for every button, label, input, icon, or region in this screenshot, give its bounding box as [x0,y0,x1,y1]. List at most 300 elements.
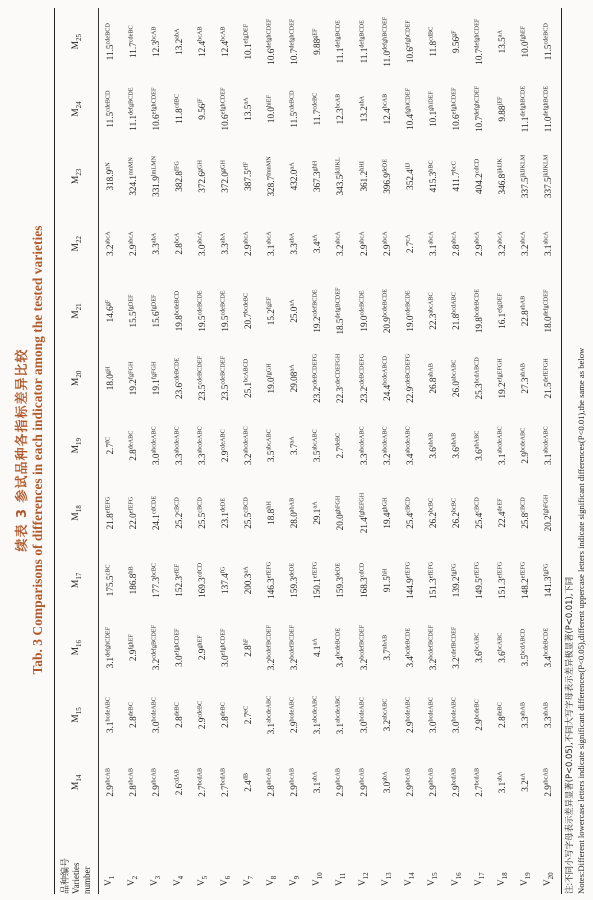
cell-value: 2.9 [243,244,254,256]
variety-number: 20 [546,872,555,880]
cell-value: 337.5 [520,177,531,199]
significance-letters: bcdAB [219,767,227,786]
significance-letters: hHI [358,161,366,171]
cell-value: 10.0 [520,41,531,58]
value-cell [514,479,537,546]
value-cell [468,681,491,748]
value-cell [352,681,375,748]
cell-value: 3.2 [243,453,254,466]
cell-value: 2.8 [173,716,184,728]
cell-value: 2.9 [543,785,554,797]
significance-letters: fghEFGH [358,492,366,518]
value-cell [98,412,121,479]
column-header-m20 [55,345,98,412]
significance-letters: abAB [519,702,527,717]
cell-value: 151.3 [427,578,438,599]
significance-letters: abcdeABC [173,426,181,454]
significance-letters: defghCDEF [104,626,112,657]
significance-letters: fFG [173,161,181,172]
significance-letters: abAB [519,295,527,311]
column-header-m24 [55,75,98,142]
cell-value: 3.6 [450,447,461,459]
variety-id-cell [514,816,537,894]
value-cell [329,277,352,344]
cell-value: 148.2 [520,578,531,599]
significance-letters: bcdeBC [242,293,250,313]
cell-value: 11.7 [312,109,323,126]
value-cell [144,8,167,75]
significance-letters: cdCD [196,562,204,578]
significance-letters: bcdeABC [519,427,527,453]
value-cell [167,345,190,412]
value-cell [537,749,560,816]
value-cell [260,547,283,614]
cell-value: 9.88 [312,38,323,55]
column-header-subscript: 23 [74,168,83,176]
value-cell [260,210,283,277]
variety-prefix: V [172,879,183,886]
value-cell [375,681,398,748]
significance-letters: abA [311,771,319,782]
significance-letters: aA [242,97,250,105]
significance-letters: abcA [196,231,204,245]
significance-letters: fC [104,436,112,444]
value-cell [375,75,398,142]
value-cell [121,412,144,479]
column-header-m15 [55,681,98,748]
cell-value: 3.0 [220,655,231,667]
cell-value: 2.7 [243,712,254,725]
cell-value: 9.88 [497,105,508,122]
value-cell [398,75,421,142]
significance-letters: defghCDEF [473,86,481,116]
significance-letters: bcAB [150,26,158,41]
value-cell [213,75,236,142]
cell-value: 3.4 [404,656,415,668]
significance-letters: fgFG [450,563,458,577]
significance-letters: efghCDEF [404,20,412,48]
value-cell [514,614,537,681]
cell-value: 2.7 [220,785,231,797]
value-cell [537,143,560,210]
cell-value: 159.3 [289,577,300,598]
value-cell [514,277,537,344]
cell-value: 11.5 [289,111,300,128]
value-cell [421,614,444,681]
table-row [98,8,121,894]
significance-letters: bcdeABC [358,697,366,722]
significance-letters: abcdeABC [311,695,319,723]
table-row [375,8,398,894]
significance-letters: efEFG [311,561,319,579]
variety-number: 14 [408,872,417,880]
significance-letters: abcAB [404,768,412,786]
value-cell [167,749,190,816]
value-cell [537,547,560,614]
variety-id-cell [213,816,236,894]
cell-value: 23.2 [358,386,369,403]
cell-value: 11.1 [520,116,531,133]
significance-letters: abcAB [127,768,135,786]
significance-letters: abcABC [427,292,435,314]
value-cell [283,479,306,546]
variety-prefix: V [449,879,460,886]
significance-letters: cBCD [519,497,527,513]
significance-letters: gH [104,366,112,375]
significance-letters: fghEF [127,634,135,650]
significance-letters: bcAB [334,93,342,109]
value-cell [329,345,352,412]
variety-number: 9 [292,875,301,880]
comparison-table [55,8,560,894]
variety-prefix: V [149,879,160,886]
cell-value: 11.5 [104,44,115,61]
cell-value: 2.9 [358,785,369,797]
value-cell [537,479,560,546]
value-cell [375,345,398,412]
value-cell [398,749,421,816]
significance-letters: aA [311,501,319,509]
cell-value: 19.0 [358,315,369,332]
value-cell [468,749,491,816]
value-cell [260,412,283,479]
value-cell [237,210,260,277]
table-row [167,8,190,894]
significance-letters: cdeCDEFGH [334,353,342,387]
cell-value: 3.2 [427,658,438,671]
value-cell [98,8,121,75]
column-header-subscript: 18 [74,505,83,513]
cell-value: 19.4 [381,512,392,529]
column-header-prefix: M [70,781,81,791]
cell-value: 3.1 [335,722,346,735]
value-cell [283,614,306,681]
significance-letters: bcdeBCDE [404,627,412,657]
cell-value: 23.5 [220,384,231,401]
significance-letters: aA [288,162,296,170]
cell-value: 141.3 [543,576,554,598]
value-cell [352,8,375,75]
value-cell [237,547,260,614]
cell-value: 2.9 [427,785,438,797]
column-header-subscript: 14 [74,774,83,782]
value-cell [260,681,283,748]
value-cell [375,614,398,681]
significance-letters: bcdefBCDEF [265,625,273,659]
significance-letters: bcdefBCDEF [427,625,435,659]
cell-value: 25.0 [289,306,300,323]
value-cell [283,412,306,479]
significance-letters: abcAB [358,768,366,786]
value-cell [260,479,283,546]
value-cell [190,749,213,816]
cell-value: 3.6 [474,651,485,663]
cell-value: 10.7 [289,48,300,65]
significance-letters: abcAB [265,768,273,786]
significance-letters: cBCD [242,497,250,513]
column-header-prefix: M [70,242,81,252]
significance-letters: defgBCDE [127,87,135,115]
value-cell [352,412,375,479]
cell-value: 2.9 [358,244,369,256]
significance-letters: abAB [519,363,527,378]
value-cell [237,479,260,546]
cell-value: 3.1 [543,244,554,256]
value-cell [491,749,514,816]
cell-value: 10.6 [450,114,461,131]
significance-letters: cdefBCDE [311,289,319,317]
value-cell [260,8,283,75]
value-cell [329,749,352,816]
cell-value: 10.0 [266,107,277,124]
cell-value: 3.0 [358,721,369,733]
significance-letters: abcAB [288,768,296,786]
value-cell [329,479,352,546]
cell-value: 328.7 [266,175,277,197]
significance-letters: cdeBCDE [358,290,366,316]
cell-value: 3.1 [266,244,277,256]
cell-value: 3.3 [289,243,300,255]
significance-letters: bcdeABC [150,697,158,722]
significance-letters: cdCDE [150,495,158,515]
value-cell [491,210,514,277]
variety-number: 7 [246,875,255,880]
significance-letters: dB [242,772,250,781]
value-cell [537,345,560,412]
significance-letters: bcBC [450,497,458,513]
cell-value: 3.1 [497,781,508,794]
significance-letters: deBC [334,432,342,448]
significance-letters: abA [219,232,227,244]
cell-value: 21.5 [543,382,554,399]
cell-value: 12.3 [150,40,161,57]
cell-value: 3.0 [427,721,438,733]
cell-value: 2.8 [497,716,508,728]
cell-value: 3.0 [173,655,184,667]
cell-value: 13.2 [173,38,184,55]
value-cell [213,412,236,479]
table-row [398,8,421,894]
significance-letters: abcA [427,231,435,245]
cell-value: 22.3 [335,387,346,404]
variety-id-cell [121,816,144,894]
cell-value: 10.7 [474,115,485,133]
cell-value: 404.2 [474,173,485,194]
cell-value: 387.5 [243,170,254,191]
cell-value: 11.1 [127,114,138,131]
value-cell [421,8,444,75]
cell-value: 25.5 [196,512,207,529]
value-cell [491,8,514,75]
significance-letters: abcA [450,231,458,245]
significance-letters: defgBCDEF [334,287,342,319]
cell-value: 3.3 [358,453,369,466]
variety-id-cell [283,816,306,894]
significance-letters: fgFGH [127,361,135,380]
significance-letters: efEF [173,564,181,577]
note-english: Notes:Different lowercase letters indicate significant differences(P<0.05),different uppercase letters indicate significant differences(P<0.01),the same as below [575,347,586,894]
significance-letters: bB [127,566,135,574]
value-cell [260,749,283,816]
significance-letters: efghCDEF [173,628,181,656]
cell-value: 25.3 [474,383,485,400]
significance-letters: jEF [496,96,504,106]
cell-value: 10.6 [150,114,161,131]
variety-id-cell [190,816,213,894]
value-cell [190,143,213,210]
value-cell [398,277,421,344]
value-cell [514,143,537,210]
value-cell [144,479,167,546]
value-cell [283,210,306,277]
cell-value: 20.9 [381,317,392,334]
cell-value: 415.3 [427,171,438,193]
significance-letters: cdBC [427,26,435,41]
value-cell [375,8,398,75]
table-row [283,8,306,894]
cell-value: 25.4 [404,512,415,529]
value-cell [352,749,375,816]
variety-prefix: V [195,879,206,886]
significance-letters: aA [496,30,504,38]
significance-letters: defghCDEF [288,18,296,49]
value-cell [537,8,560,75]
significance-letters: abA [288,232,296,244]
significance-letters: fgGH [265,363,273,378]
cell-value: 2.9 [150,785,161,797]
variety-number: 3 [154,875,163,880]
cell-value: 11.5 [104,111,115,128]
cell-value: 3.2 [381,453,392,466]
cell-value: 3.5 [266,450,277,463]
significance-letters: efEFG [404,561,412,579]
cell-value: 3.2 [520,780,531,792]
significance-letters: eC [242,705,250,713]
significance-letters: cBCD [473,497,481,513]
significance-letters: cdeBC [127,25,135,43]
value-cell [306,75,329,142]
significance-letters: bcAB [219,26,227,41]
value-cell [468,479,491,546]
value-cell [283,681,306,748]
significance-letters: abcAB [104,768,112,786]
cell-value: 91.5 [381,576,392,593]
table-row [121,8,144,894]
cell-value: 2.9 [104,785,115,797]
value-cell [421,547,444,614]
value-cell [98,614,121,681]
cell-value: 11.7 [127,42,138,58]
value-cell [167,8,190,75]
column-header-subscript: 20 [74,370,83,378]
cell-value: 3.5 [312,450,323,463]
significance-letters: defgBCDE [334,20,342,48]
value-cell [213,8,236,75]
significance-letters: bcABC [496,632,504,652]
significance-letters: cdeBCDEF [219,356,227,385]
value-cell [190,412,213,479]
cell-value: 9.56 [450,36,461,54]
significance-letters: mnMN [127,157,135,175]
value-cell [144,749,167,816]
significance-letters: abcdeABC [542,426,550,454]
significance-letters: efgDEF [242,23,250,44]
column-header-prefix: M [70,646,81,656]
significance-letters: efghCDEF [219,628,227,656]
cell-value: 15.2 [266,309,277,326]
significance-letters: aA [288,299,296,307]
cell-value: 3.2 [381,719,392,732]
significance-letters: deBC [496,702,504,717]
variety-prefix: V [241,879,252,886]
value-cell [537,277,560,344]
table-row [329,8,352,894]
cell-value: 25.1 [243,381,254,398]
column-header-subscript: 21 [74,303,83,311]
value-cell [237,143,260,210]
value-cell [121,210,144,277]
cell-value: 20.7 [243,312,254,330]
value-cell [398,345,421,412]
note-chinese: 注:不同小写字母表示差异显著(P<0.05),不同大写字母表示差异极显著(P<0.01),下同 [564,576,574,894]
significance-letters: defghCDEF [265,18,273,49]
cell-value: 150.1 [312,578,323,599]
significance-letters: lmnMN [265,156,273,176]
column-header-prefix: M [70,40,81,50]
value-cell [306,8,329,75]
value-cell [491,681,514,748]
significance-letters: efgDEF [496,293,504,313]
value-cell [121,681,144,748]
value-cell [190,479,213,546]
value-cell [375,547,398,614]
value-cell [260,75,283,142]
value-cell [190,8,213,75]
significance-letters: abcAB [542,768,550,786]
cell-value: 331.9 [150,176,161,197]
cell-value: 2.8 [266,785,277,797]
cell-value: 25.4 [474,512,485,529]
value-cell [306,749,329,816]
significance-letters: aA [288,364,296,372]
column-header-m23 [55,143,98,210]
cell-value: 10.6 [404,47,415,64]
significance-letters: deDE [381,159,389,174]
significance-letters: abcAB [427,768,435,786]
cell-value: 10.4 [404,113,415,130]
cell-value: 200.3 [243,573,254,595]
cell-value: 175.5 [104,575,115,597]
cell-value: 2.8 [127,785,138,797]
variety-id-cell [98,816,121,894]
value-cell [283,75,306,142]
value-cell [444,345,467,412]
significance-letters: cdeBCD [104,90,112,112]
significance-letters: jklJKLM [519,154,527,178]
cell-value: 2.8 [220,716,231,728]
cell-value: 3.2 [266,658,277,671]
significance-letters: ijkIJK [496,158,504,174]
cell-value: 21.4 [358,517,369,534]
column-header-prefix: M [70,377,81,387]
table-row [537,8,560,894]
cell-value: 3.3 [543,716,554,728]
cell-value: 144.9 [404,578,415,599]
cell-value: 149.5 [474,578,485,599]
variety-id-cell [352,816,375,894]
cell-value: 343.5 [335,174,346,196]
cell-value: 23.1 [220,512,231,529]
